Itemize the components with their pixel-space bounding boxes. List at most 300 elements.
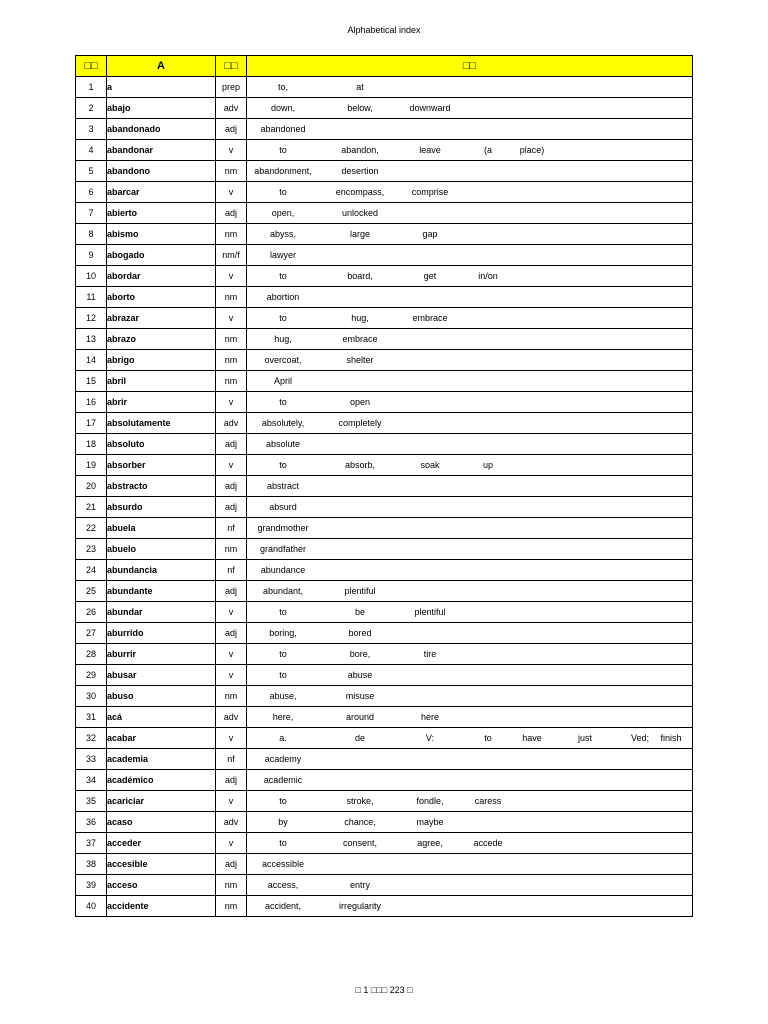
entry-meaning [247, 896, 693, 917]
table-row [76, 581, 693, 602]
entry-part-of-speech: v [216, 455, 247, 476]
meaning-word: be [354, 607, 366, 617]
entry-number: 10 [76, 266, 107, 287]
table-row [76, 182, 693, 203]
page-title: Alphabetical index [347, 25, 421, 35]
table-row [76, 224, 693, 245]
entry-meaning [247, 644, 693, 665]
entry-word: abandonado [107, 119, 216, 140]
entry-part-of-speech: v [216, 833, 247, 854]
entry-word: abundante [107, 581, 216, 602]
entry-word: abrazo [107, 329, 216, 350]
entry-meaning [247, 77, 693, 98]
meaning-word: academy [264, 754, 302, 764]
entry-word: abuelo [107, 539, 216, 560]
entry-word: abajo [107, 98, 216, 119]
entry-word: académico [107, 770, 216, 791]
entry-part-of-speech: v [216, 392, 247, 413]
entry-number: 29 [76, 665, 107, 686]
entry-number: 39 [76, 875, 107, 896]
meaning-word: downward [409, 103, 451, 113]
meaning-word: accessible [261, 859, 305, 869]
entry-meaning [247, 413, 693, 434]
meaning-word: at [356, 82, 364, 92]
meaning-word: a. [279, 733, 287, 743]
entry-part-of-speech: v [216, 791, 247, 812]
entry-meaning [247, 371, 693, 392]
meaning-word: up [482, 460, 494, 470]
entry-part-of-speech: v [216, 266, 247, 287]
entry-part-of-speech: adj [216, 203, 247, 224]
meaning-word: to [279, 670, 287, 680]
meaning-word: to [279, 187, 287, 197]
table-row [76, 329, 693, 350]
entry-part-of-speech: adv [216, 413, 247, 434]
meaning-word: abandonment, [254, 166, 312, 176]
meaning-word: abortion [266, 292, 300, 302]
entry-number: 20 [76, 476, 107, 497]
entry-meaning [247, 749, 693, 770]
meaning-word: around [345, 712, 375, 722]
table-row [76, 749, 693, 770]
entry-meaning [247, 224, 693, 245]
meaning-word: down, [270, 103, 296, 113]
entry-word: abundancia [107, 560, 216, 581]
entry-number: 35 [76, 791, 107, 812]
entry-part-of-speech: v [216, 602, 247, 623]
entry-word: aburrido [107, 623, 216, 644]
page-footer: □ 1 □□□ 223 □ [355, 985, 413, 995]
table-row [76, 875, 693, 896]
table-row [76, 392, 693, 413]
meaning-word: academic [263, 775, 303, 785]
entry-word: abrigo [107, 350, 216, 371]
meaning-word: large [349, 229, 371, 239]
entry-word: absorber [107, 455, 216, 476]
meaning-word: board, [347, 271, 373, 281]
entry-word: accesible [107, 854, 216, 875]
table-row [76, 686, 693, 707]
table-row [76, 119, 693, 140]
meaning-word: just [577, 733, 593, 743]
entry-word: abismo [107, 224, 216, 245]
meaning-word: irregularity [338, 901, 382, 911]
header-meaning: □□ [247, 56, 693, 77]
meaning-word: to [279, 649, 287, 659]
table-row [76, 434, 693, 455]
entry-meaning [247, 539, 693, 560]
meaning-word: chance, [344, 817, 376, 827]
entry-meaning [247, 602, 693, 623]
entry-number: 23 [76, 539, 107, 560]
entry-meaning [247, 455, 693, 476]
entry-meaning [247, 728, 693, 749]
entry-meaning [247, 119, 693, 140]
meaning-word: consent, [342, 838, 378, 848]
meaning-word: absolute [265, 439, 301, 449]
meaning-word: have [522, 733, 542, 743]
header-number: □□ [76, 56, 107, 77]
entry-number: 28 [76, 644, 107, 665]
meaning-word: place) [519, 145, 545, 155]
entry-word: abuso [107, 686, 216, 707]
header-part-of-speech: □□ [216, 56, 247, 77]
entry-part-of-speech: v [216, 644, 247, 665]
meaning-word: tire [423, 649, 437, 659]
entry-number: 26 [76, 602, 107, 623]
entry-part-of-speech: adj [216, 854, 247, 875]
entry-number: 15 [76, 371, 107, 392]
meaning-word: fondle, [416, 796, 444, 806]
table-row [76, 161, 693, 182]
entry-meaning [247, 812, 693, 833]
meaning-word: maybe [416, 817, 444, 827]
entry-meaning [247, 854, 693, 875]
table-row [76, 350, 693, 371]
entry-number: 21 [76, 497, 107, 518]
meaning-word: to [279, 460, 287, 470]
entry-meaning [247, 308, 693, 329]
entry-part-of-speech: v [216, 728, 247, 749]
entry-meaning [247, 875, 693, 896]
entry-number: 19 [76, 455, 107, 476]
entry-part-of-speech: nm [216, 371, 247, 392]
entry-number: 11 [76, 287, 107, 308]
entry-part-of-speech: adj [216, 770, 247, 791]
entry-word: aburrir [107, 644, 216, 665]
entry-part-of-speech: adv [216, 98, 247, 119]
entry-part-of-speech: nm [216, 686, 247, 707]
meaning-word: Ved; [630, 733, 650, 743]
entry-number: 13 [76, 329, 107, 350]
entry-number: 7 [76, 203, 107, 224]
entry-meaning [247, 98, 693, 119]
meaning-word: abstract [266, 481, 300, 491]
entry-part-of-speech: nf [216, 518, 247, 539]
meaning-word: stroke, [346, 796, 374, 806]
meaning-word: bored [348, 628, 372, 638]
entry-word: acaso [107, 812, 216, 833]
table-row [76, 140, 693, 161]
entry-number: 31 [76, 707, 107, 728]
meaning-word: gap [422, 229, 438, 239]
meaning-word: (a [483, 145, 493, 155]
table-row [76, 770, 693, 791]
meaning-word: to, [277, 82, 289, 92]
meaning-word: below, [347, 103, 373, 113]
meaning-word: entry [349, 880, 371, 890]
table-row [76, 560, 693, 581]
entry-meaning [247, 581, 693, 602]
entry-number: 24 [76, 560, 107, 581]
meaning-word: plentiful [414, 607, 446, 617]
entry-word: abrazar [107, 308, 216, 329]
table-header-row [76, 56, 693, 77]
meaning-word: comprise [411, 187, 449, 197]
entry-part-of-speech: adv [216, 707, 247, 728]
meaning-word: by [278, 817, 288, 827]
meaning-word: V: [425, 733, 435, 743]
entry-number: 4 [76, 140, 107, 161]
meaning-word: to [484, 733, 492, 743]
meaning-word: accede [473, 838, 503, 848]
meaning-word: to [279, 838, 287, 848]
table-row [76, 413, 693, 434]
table-row [76, 833, 693, 854]
meaning-word: overcoat, [264, 355, 302, 365]
entry-part-of-speech: nm/f [216, 245, 247, 266]
entry-part-of-speech: adj [216, 476, 247, 497]
meaning-word: access, [267, 880, 299, 890]
meaning-word: abuse [347, 670, 373, 680]
meaning-word: abundance [260, 565, 306, 575]
entry-number: 12 [76, 308, 107, 329]
header-word: A [107, 56, 216, 77]
meaning-word: to [279, 607, 287, 617]
entry-meaning [247, 140, 693, 161]
meaning-word: absorb, [344, 460, 376, 470]
meaning-word: abandoned [260, 124, 306, 134]
table-row [76, 602, 693, 623]
entry-part-of-speech: nm [216, 539, 247, 560]
meaning-word: to [279, 397, 287, 407]
meaning-word: shelter [346, 355, 374, 365]
meaning-word: open [349, 397, 371, 407]
entry-part-of-speech: adj [216, 623, 247, 644]
entry-meaning [247, 497, 693, 518]
table-row [76, 896, 693, 917]
entry-part-of-speech: nf [216, 749, 247, 770]
meaning-word: here, [272, 712, 294, 722]
table-row [76, 203, 693, 224]
meaning-word: grandmother [257, 523, 309, 533]
entry-word: abogado [107, 245, 216, 266]
meaning-word: embrace [412, 313, 448, 323]
entry-number: 8 [76, 224, 107, 245]
entry-word: absoluto [107, 434, 216, 455]
entry-part-of-speech: v [216, 308, 247, 329]
meaning-word: de [354, 733, 366, 743]
table-row [76, 245, 693, 266]
table-row [76, 665, 693, 686]
entry-number: 1 [76, 77, 107, 98]
entry-part-of-speech: nm [216, 287, 247, 308]
entry-meaning [247, 266, 693, 287]
entry-number: 27 [76, 623, 107, 644]
entry-meaning [247, 161, 693, 182]
meaning-word: to [279, 313, 287, 323]
entry-number: 5 [76, 161, 107, 182]
entry-part-of-speech: v [216, 182, 247, 203]
table-row [76, 539, 693, 560]
entry-part-of-speech: prep [216, 77, 247, 98]
table-row [76, 623, 693, 644]
meaning-word: here [420, 712, 440, 722]
meaning-word: grandfather [259, 544, 307, 554]
table-row [76, 287, 693, 308]
entry-number: 25 [76, 581, 107, 602]
entry-word: a [107, 77, 216, 98]
vocabulary-table [75, 55, 693, 917]
meaning-word: abandon, [341, 145, 379, 155]
meaning-word: lawyer [269, 250, 297, 260]
entry-part-of-speech: v [216, 140, 247, 161]
entry-word: abarcar [107, 182, 216, 203]
entry-number: 6 [76, 182, 107, 203]
entry-word: acceder [107, 833, 216, 854]
entry-word: aborto [107, 287, 216, 308]
entry-part-of-speech: adj [216, 581, 247, 602]
entry-number: 32 [76, 728, 107, 749]
table-row [76, 707, 693, 728]
table-row [76, 98, 693, 119]
entry-number: 38 [76, 854, 107, 875]
entry-number: 17 [76, 413, 107, 434]
entry-meaning [247, 392, 693, 413]
table-row [76, 455, 693, 476]
meaning-word: hug, [351, 313, 369, 323]
entry-meaning [247, 287, 693, 308]
meaning-word: absolutely, [261, 418, 305, 428]
meaning-word: unlocked [341, 208, 379, 218]
table-row [76, 77, 693, 98]
table-row [76, 644, 693, 665]
meaning-word: abuse, [269, 691, 297, 701]
entry-meaning [247, 623, 693, 644]
entry-part-of-speech: nm [216, 875, 247, 896]
entry-number: 34 [76, 770, 107, 791]
entry-number: 40 [76, 896, 107, 917]
entry-meaning [247, 476, 693, 497]
meaning-word: open, [271, 208, 295, 218]
entry-number: 36 [76, 812, 107, 833]
entry-word: abrir [107, 392, 216, 413]
meaning-word: hug, [274, 334, 292, 344]
table-row [76, 476, 693, 497]
entry-meaning [247, 329, 693, 350]
entry-part-of-speech: adj [216, 434, 247, 455]
meaning-word: to [279, 145, 287, 155]
meaning-word: to [279, 271, 287, 281]
entry-word: abandonar [107, 140, 216, 161]
entry-meaning [247, 707, 693, 728]
entry-number: 14 [76, 350, 107, 371]
entry-word: abstracto [107, 476, 216, 497]
entry-word: abril [107, 371, 216, 392]
entry-meaning [247, 686, 693, 707]
entry-word: abusar [107, 665, 216, 686]
entry-part-of-speech: nm [216, 350, 247, 371]
entry-meaning [247, 434, 693, 455]
meaning-word: accident, [264, 901, 302, 911]
entry-part-of-speech: v [216, 665, 247, 686]
meaning-word: abyss, [269, 229, 297, 239]
meaning-word: finish [660, 733, 682, 743]
meaning-word: leave [419, 145, 441, 155]
entry-part-of-speech: adv [216, 812, 247, 833]
entry-part-of-speech: nm [216, 224, 247, 245]
entry-part-of-speech: nm [216, 161, 247, 182]
entry-number: 18 [76, 434, 107, 455]
table-row [76, 518, 693, 539]
entry-word: abierto [107, 203, 216, 224]
meaning-word: soak [420, 460, 440, 470]
meaning-word: encompass, [335, 187, 385, 197]
table-row [76, 371, 693, 392]
entry-word: acariciar [107, 791, 216, 812]
entry-word: accidente [107, 896, 216, 917]
meaning-word: misuse [345, 691, 375, 701]
meaning-word: completely [338, 418, 382, 428]
meaning-word: bore, [349, 649, 371, 659]
meaning-word: to [279, 796, 287, 806]
entry-meaning [247, 665, 693, 686]
table-row [76, 266, 693, 287]
entry-word: abuela [107, 518, 216, 539]
meaning-word: April [273, 376, 293, 386]
entry-meaning [247, 518, 693, 539]
entry-meaning [247, 182, 693, 203]
table-row [76, 497, 693, 518]
meaning-word: abundant, [262, 586, 304, 596]
entry-number: 9 [76, 245, 107, 266]
meaning-word: get [423, 271, 437, 281]
entry-part-of-speech: nm [216, 896, 247, 917]
entry-number: 16 [76, 392, 107, 413]
entry-meaning [247, 350, 693, 371]
meaning-word: absurd [269, 502, 297, 512]
entry-part-of-speech: nf [216, 560, 247, 581]
entry-word: absurdo [107, 497, 216, 518]
table-row [76, 728, 693, 749]
entry-part-of-speech: adj [216, 497, 247, 518]
entry-word: abundar [107, 602, 216, 623]
entry-part-of-speech: nm [216, 329, 247, 350]
entry-word: abordar [107, 266, 216, 287]
entry-meaning [247, 770, 693, 791]
entry-number: 37 [76, 833, 107, 854]
entry-word: academia [107, 749, 216, 770]
table-row [76, 308, 693, 329]
entry-word: acceso [107, 875, 216, 896]
meaning-word: desertion [341, 166, 379, 176]
table-row [76, 812, 693, 833]
entry-number: 33 [76, 749, 107, 770]
table-row [76, 791, 693, 812]
meaning-word: in/on [478, 271, 498, 281]
entry-word: abandono [107, 161, 216, 182]
entry-number: 30 [76, 686, 107, 707]
entry-word: absolutamente [107, 413, 216, 434]
meaning-word: plentiful [344, 586, 376, 596]
entry-meaning [247, 833, 693, 854]
entry-meaning [247, 791, 693, 812]
entry-word: acá [107, 707, 216, 728]
entry-part-of-speech: adj [216, 119, 247, 140]
table-row [76, 854, 693, 875]
entry-meaning [247, 560, 693, 581]
entry-meaning [247, 245, 693, 266]
meaning-word: embrace [342, 334, 378, 344]
meaning-word: agree, [417, 838, 443, 848]
meaning-word: boring, [269, 628, 297, 638]
meaning-word: caress [474, 796, 502, 806]
entry-number: 3 [76, 119, 107, 140]
entry-number: 2 [76, 98, 107, 119]
entry-number: 22 [76, 518, 107, 539]
entry-meaning [247, 203, 693, 224]
entry-word: acabar [107, 728, 216, 749]
